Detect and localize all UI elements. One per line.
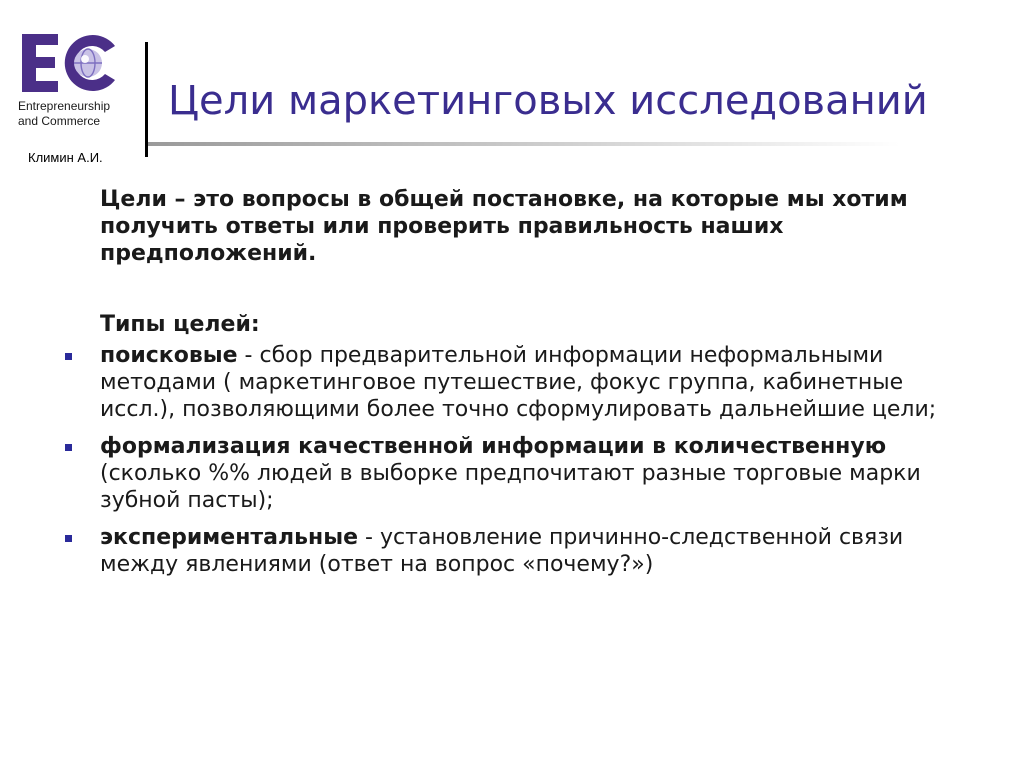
square-bullet-icon xyxy=(65,535,72,542)
goal-description: - сбор предварительной информации неформальными методами ( маркетинговое путешествие, фокус группа, кабинетные иссл.), позволяющими более точно сформулировать дальнейшие цели; xyxy=(100,343,937,422)
ec-logo-icon xyxy=(22,34,120,92)
goal-description: - установление причинно-следственной связи между явлениями (ответ на вопрос «почему?») xyxy=(100,525,904,577)
list-item xyxy=(60,524,980,578)
goal-term: поисковые xyxy=(100,343,238,368)
logo-caption-line-2: and Commerce xyxy=(18,114,101,128)
types-heading: Типы целей: xyxy=(100,312,260,337)
list-item xyxy=(60,342,980,423)
definition-text: Цели – это вопросы в общей постановке, на которые мы хотим получить ответы или проверить правильность наших предположений. xyxy=(100,187,908,266)
slide-title: Цели маркетинговых исследований xyxy=(168,78,928,124)
goal-term: экспериментальные xyxy=(100,525,359,550)
list-item xyxy=(60,433,980,514)
goal-term: формализация качественной информации в количественную xyxy=(100,434,887,459)
vertical-divider xyxy=(145,42,148,157)
title-underline xyxy=(148,142,900,146)
square-bullet-icon xyxy=(65,353,72,360)
goal-types-list xyxy=(60,342,980,588)
goal-description: (сколько %% людей в выборке предпочитают разные торговые марки зубной пасты); xyxy=(100,461,921,513)
logo-caption-line-1: Entrepreneurship xyxy=(18,99,111,113)
square-bullet-icon xyxy=(65,444,72,451)
logo-caption xyxy=(18,99,128,129)
author-name: Климин А.И. xyxy=(28,150,103,165)
